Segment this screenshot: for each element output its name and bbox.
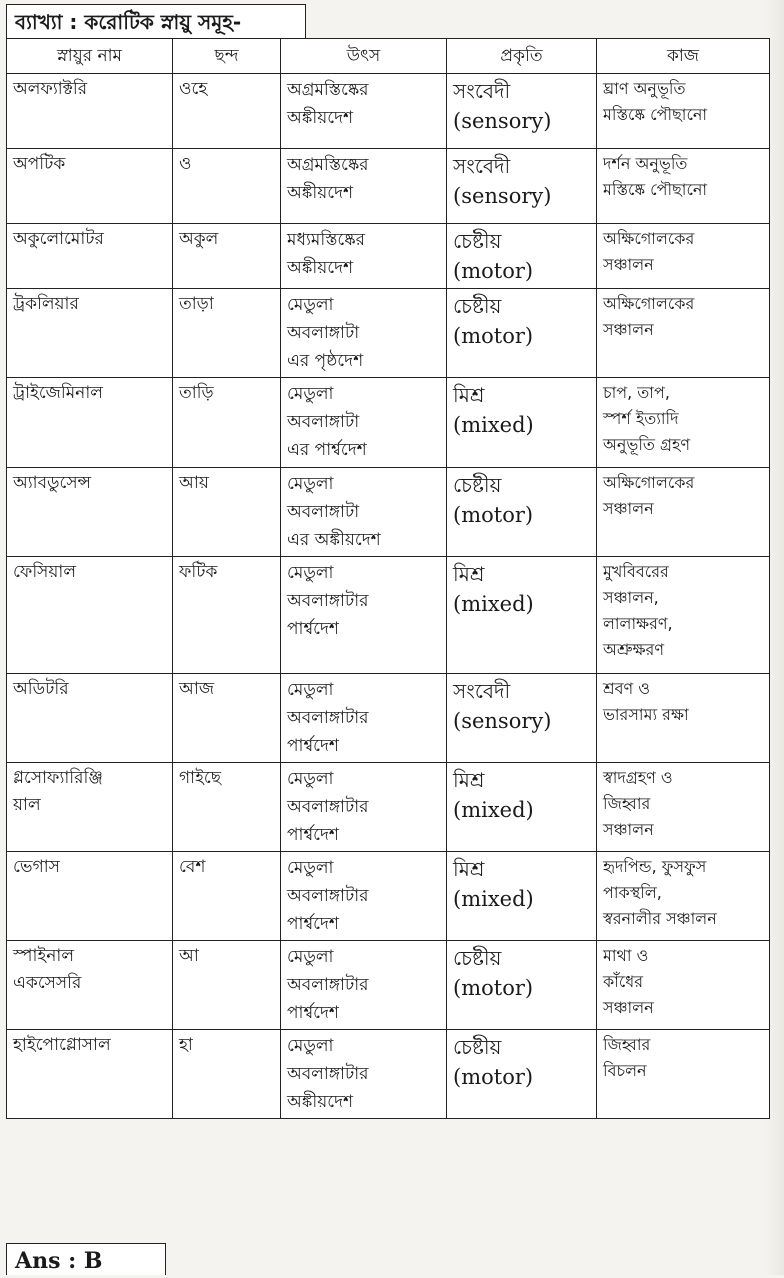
source-line: অগ্রমস্তিষ্কের <box>287 80 369 100</box>
function-line: অক্ষিগোলকের <box>603 473 695 492</box>
nature-en: (motor) <box>453 324 534 348</box>
cranial-nerves-table <box>6 38 770 1119</box>
table-row <box>7 149 770 224</box>
nature-bn: চেষ্টীয় <box>453 473 502 497</box>
table-row <box>7 557 770 674</box>
rhyme-cell <box>173 852 281 941</box>
source-line: অঙ্কীয়দেশ <box>287 183 354 203</box>
nature-cell <box>447 674 597 763</box>
source-cell <box>281 74 447 149</box>
nature-bn: সংবেদী <box>453 79 511 103</box>
source-line: অবলাঙ্গাটা <box>287 502 360 522</box>
nature-bn: চেষ্টীয় <box>453 1035 502 1059</box>
function-cell <box>597 852 770 941</box>
source-line: মেডুলা <box>287 947 334 967</box>
nature-cell <box>447 468 597 557</box>
source-line: অগ্রমস্তিষ্কের <box>287 155 369 175</box>
nerve-name: অলফ্যাক্টরি <box>13 79 88 99</box>
function-line: চাপ, তাপ, <box>603 383 670 402</box>
rhyme-text: তাড়ি <box>179 383 214 403</box>
nature-en: (sensory) <box>453 709 552 733</box>
source-line: এর অঙ্কীয়দেশ <box>287 530 381 550</box>
function-cell <box>597 674 770 763</box>
function-cell <box>597 149 770 224</box>
source-line: এর পৃষ্ঠদেশ <box>287 351 364 371</box>
table-row <box>7 674 770 763</box>
source-line: অবলাঙ্গাটার <box>287 708 369 728</box>
source-line: মেডুলা <box>287 295 334 315</box>
function-line: জিহ্বার <box>603 794 651 813</box>
rhyme-cell <box>173 674 281 763</box>
source-cell <box>281 289 447 378</box>
source-line: মেডুলা <box>287 474 334 494</box>
source-line: অবলাঙ্গাটার <box>287 797 369 817</box>
source-line: মেডুলা <box>287 384 334 404</box>
function-line: অক্ষিগোলকের <box>603 294 695 313</box>
nature-en: (mixed) <box>453 413 534 437</box>
nature-cell <box>447 941 597 1030</box>
nature-en: (mixed) <box>453 887 534 911</box>
nature-en: (motor) <box>453 1065 534 1089</box>
nerve-name: গ্লসোফ্যারিঞ্জি য়াল <box>13 768 103 815</box>
source-cell <box>281 149 447 224</box>
function-cell <box>597 941 770 1030</box>
source-line: মেডুলা <box>287 1036 334 1056</box>
nerve-name-cell <box>7 289 173 378</box>
nature-bn: মিশ্র <box>453 383 485 407</box>
rhyme-text: আ <box>179 946 199 966</box>
source-cell <box>281 378 447 468</box>
function-line: স্বরনালীর সঞ্চালন <box>603 909 717 928</box>
explanation-heading: ব্যাখ্যা : করোটিক স্নায়ু সমূহ- <box>6 4 306 38</box>
rhyme-text: অকুল <box>179 229 219 249</box>
function-line: সঞ্চালন <box>603 320 654 339</box>
function-line: সঞ্চালন <box>603 820 654 839</box>
nerve-name: অকুলোমোটর <box>13 229 104 249</box>
function-line: স্বাদগ্রহণ ও <box>603 768 673 787</box>
function-line: বিচলন <box>603 1061 647 1080</box>
nature-bn: সংবেদী <box>453 154 511 178</box>
function-line: অশ্রুক্ষরণ <box>603 640 665 659</box>
source-line: পার্শ্বদেশ <box>287 736 339 756</box>
rhyme-cell <box>173 224 281 289</box>
source-cell <box>281 468 447 557</box>
source-line: মধ্যমস্তিষ্কের <box>287 230 365 250</box>
source-line: মেডুলা <box>287 769 334 789</box>
function-line: মুখবিবরের <box>603 562 669 581</box>
rhyme-cell <box>173 289 281 378</box>
nerve-name: অ্যাবডুসেন্স <box>13 473 91 493</box>
nerve-name-cell <box>7 763 173 852</box>
source-cell <box>281 1030 447 1119</box>
source-line: অঙ্কীয়দেশ <box>287 108 354 128</box>
source-line: মেডুলা <box>287 563 334 583</box>
nerve-name-cell <box>7 674 173 763</box>
nature-cell <box>447 1030 597 1119</box>
table-row <box>7 74 770 149</box>
source-line: অবলাঙ্গাটার <box>287 886 369 906</box>
nature-en: (mixed) <box>453 798 534 822</box>
nerve-name: হাইপোগ্লোসাল <box>13 1035 111 1055</box>
nature-bn: মিশ্র <box>453 562 485 586</box>
source-cell <box>281 557 447 674</box>
function-line: সঞ্চালন <box>603 255 654 274</box>
nature-bn: চেষ্টীয় <box>453 946 502 970</box>
col-header-source: উৎস <box>281 39 447 74</box>
nature-cell <box>447 852 597 941</box>
source-line: অবলাঙ্গাটার <box>287 975 369 995</box>
function-cell <box>597 74 770 149</box>
function-line: স্পর্শ ইত্যাদি <box>603 409 679 428</box>
source-cell <box>281 674 447 763</box>
rhyme-cell <box>173 1030 281 1119</box>
source-line: পার্শ্বদেশ <box>287 825 339 845</box>
source-line: এর পার্শ্বদেশ <box>287 440 367 460</box>
nerve-name: অডিটরি <box>13 679 69 699</box>
source-line: অবলাঙ্গাটার <box>287 1064 369 1084</box>
source-cell <box>281 852 447 941</box>
col-header-nerve-name: স্নায়ুর নাম <box>7 39 173 74</box>
nature-en: (sensory) <box>453 184 552 208</box>
source-cell <box>281 224 447 289</box>
nerve-name-cell <box>7 224 173 289</box>
nature-bn: চেষ্টীয় <box>453 229 502 253</box>
source-line: অবলাঙ্গাটা <box>287 412 360 432</box>
nerve-name: ট্রকলিয়ার <box>13 294 79 314</box>
rhyme-cell <box>173 763 281 852</box>
source-line: অঙ্কীয়দেশ <box>287 1092 354 1112</box>
source-cell <box>281 763 447 852</box>
nature-cell <box>447 557 597 674</box>
nerve-name-cell <box>7 557 173 674</box>
function-line: দর্শন অনুভূতি <box>603 154 688 173</box>
function-cell <box>597 557 770 674</box>
nature-en: (motor) <box>453 259 534 283</box>
answer-label: Ans : B <box>6 1243 166 1275</box>
function-line: অক্ষিগোলকের <box>603 229 695 248</box>
nerve-name: অপটিক <box>13 154 66 174</box>
nature-cell <box>447 74 597 149</box>
function-line: জিহ্বার <box>603 1035 651 1054</box>
nerve-name-cell <box>7 378 173 468</box>
table-row <box>7 763 770 852</box>
rhyme-text: ওহে <box>179 79 208 99</box>
nature-cell <box>447 224 597 289</box>
nerve-name: ট্রাইজেমিনাল <box>13 383 103 403</box>
function-line: শ্রবণ ও <box>603 679 651 698</box>
source-line: মেডুলা <box>287 680 334 700</box>
rhyme-cell <box>173 149 281 224</box>
rhyme-cell <box>173 468 281 557</box>
table-row <box>7 378 770 468</box>
table-row <box>7 468 770 557</box>
table-row <box>7 224 770 289</box>
nature-en: (mixed) <box>453 592 534 616</box>
source-line: পার্শ্বদেশ <box>287 619 339 639</box>
nature-cell <box>447 763 597 852</box>
nerve-name: স্পাইনাল একসেসরি <box>13 946 82 993</box>
function-line: পাকস্থলি, <box>603 883 662 902</box>
source-line: মেডুলা <box>287 858 334 878</box>
source-cell <box>281 941 447 1030</box>
nature-cell <box>447 149 597 224</box>
nature-bn: সংবেদী <box>453 679 511 703</box>
rhyme-cell <box>173 74 281 149</box>
function-line: ভারসাম্য রক্ষা <box>603 705 689 724</box>
function-line: লালাক্ষরণ, <box>603 614 673 633</box>
nerve-name-cell <box>7 468 173 557</box>
rhyme-text: আজ <box>179 679 215 699</box>
function-line: মাথা ও <box>603 946 649 965</box>
table-row <box>7 289 770 378</box>
source-line: পার্শ্বদেশ <box>287 914 339 934</box>
function-line: কাঁধের <box>603 972 644 991</box>
nerve-name: ফেসিয়াল <box>13 562 77 582</box>
nature-en: (motor) <box>453 503 534 527</box>
source-line: অবলাঙ্গাটার <box>287 591 369 611</box>
function-cell <box>597 468 770 557</box>
table-header-row <box>7 39 770 74</box>
rhyme-text: আয় <box>179 473 209 493</box>
function-line: ঘ্রাণ অনুভূতি <box>603 79 686 98</box>
nature-en: (sensory) <box>453 109 552 133</box>
rhyme-text: বেশ <box>179 857 206 877</box>
nerve-name: ভেগাস <box>13 857 60 877</box>
function-cell <box>597 289 770 378</box>
function-line: সঞ্চালন <box>603 998 654 1017</box>
rhyme-text: গাইছে <box>179 768 222 788</box>
table-row <box>7 941 770 1030</box>
rhyme-text: ফটিক <box>179 562 218 582</box>
source-line: পার্শ্বদেশ <box>287 1003 339 1023</box>
function-line: মস্তিষ্কে পৌছানো <box>603 180 708 199</box>
nerve-name-cell <box>7 852 173 941</box>
col-header-function: কাজ <box>597 39 770 74</box>
nature-cell <box>447 378 597 468</box>
function-line: সঞ্চালন <box>603 499 654 518</box>
source-line: অবলাঙ্গাটা <box>287 323 360 343</box>
col-header-nature: প্রকৃতি <box>447 39 597 74</box>
col-header-rhyme: ছন্দ <box>173 39 281 74</box>
rhyme-cell <box>173 557 281 674</box>
nature-en: (motor) <box>453 976 534 1000</box>
function-cell <box>597 224 770 289</box>
function-cell <box>597 1030 770 1119</box>
nerve-name-cell <box>7 1030 173 1119</box>
table-row <box>7 852 770 941</box>
table-row <box>7 1030 770 1119</box>
rhyme-text: ও <box>179 154 192 174</box>
nerve-name-cell <box>7 941 173 1030</box>
function-cell <box>597 763 770 852</box>
rhyme-text: হা <box>179 1035 193 1055</box>
function-line: অনুভূতি গ্রহণ <box>603 435 691 454</box>
nerve-name-cell <box>7 149 173 224</box>
nature-bn: মিশ্র <box>453 857 485 881</box>
function-cell <box>597 378 770 468</box>
rhyme-text: তাড়া <box>179 294 214 314</box>
rhyme-cell <box>173 378 281 468</box>
function-line: সঞ্চালন, <box>603 588 659 607</box>
rhyme-cell <box>173 941 281 1030</box>
source-line: অঙ্কীয়দেশ <box>287 258 354 278</box>
nature-cell <box>447 289 597 378</box>
function-line: মস্তিষ্কে পৌছানো <box>603 105 708 124</box>
nature-bn: চেষ্টীয় <box>453 294 502 318</box>
nature-bn: মিশ্র <box>453 768 485 792</box>
nerve-name-cell <box>7 74 173 149</box>
function-line: হৃদপিন্ড, ফুসফুস <box>603 857 707 876</box>
